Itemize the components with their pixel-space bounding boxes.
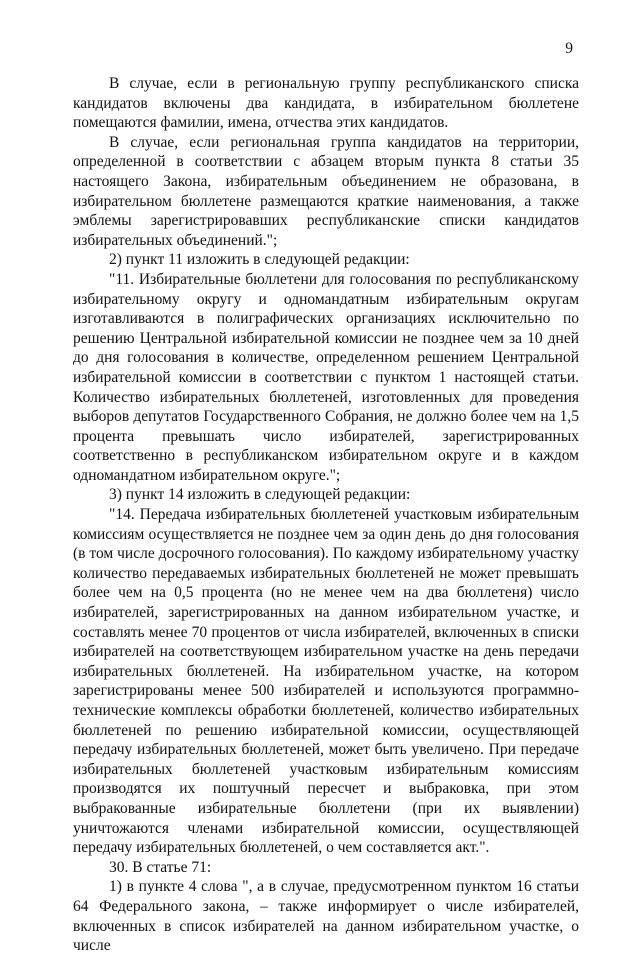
page-number: 9 xyxy=(565,40,573,57)
document-body xyxy=(73,74,579,956)
paragraph: 30. В статье 71: xyxy=(109,858,212,876)
paragraph: 3) пункт 14 изложить в следующей редакции: xyxy=(109,486,411,504)
paragraph: В случае, если региональная группа кандидатов на территории, определенной в соответствии с абзацем вторым пункта 8 статьи 35 настоящего Закона, избирательным объединением не образована, в избирательном бюллетене размещаются краткие наименования, а также эмблемы зарегистрировавших республиканские списки кандидатов избирательных объединений."; xyxy=(73,133,579,249)
paragraph: 2) пункт 11 изложить в следующей редакции: xyxy=(109,251,410,269)
paragraph: 1) в пункте 4 слова ", а в случае, предусмотренном пунктом 16 статьи 64 Федерального закона, – также информирует о числе избирателей, включенных в список избирателей на данном избирательном участке, о числе xyxy=(73,878,579,955)
paragraph: В случае, если в региональную группу республиканского списка кандидатов включены два кандидата, в избирательном бюллетене помещаются фамилии, имена, отчества этих кандидатов. xyxy=(73,75,579,132)
paragraph: "14. Передача избирательных бюллетеней участковым избирательным комиссиям осуществляется не позднее чем за один день до дня голосования (в том числе досрочного голосования). По каждому избирательному участку количество передаваемых избирательных бюллетеней не может превышать более чем на 0,5 процента (но не менее чем на два бюллетеня) число избирателей, зарегистрированных на данном избирательном участке, и составлять менее 70 процентов от числа избирателей, включенных в списки избирателей на соответствующем избирательном участке на день передачи избирательных бюллетеней. На избирательном участке, на котором зарегистрированы менее 500 избирателей и используются программно-технические комплексы обработки бюллетеней, количество избирательных бюллетеней по решению избирательной комиссии, осуществляющей передачу избирательных бюллетеней, может быть увеличено. При передаче избирательных бюллетеней участковым избирательным комиссиям производятся их поштучный пересчет и выбраковка, при этом выбракованные избирательные бюллетени (при их выявлении) уничтожаются членами избирательной комиссии, осуществляющей передачу избирательных бюллетеней, о чем составляется акт.". xyxy=(73,506,579,857)
paragraph: "11. Избирательные бюллетени для голосования по республиканскому избирательному округу и одномандатным избирательным округам изготавливаются в полиграфических организациях исключительно по решению Центральной избирательной комиссии не позднее чем за 10 дней до дня голосования в количестве, определенном решением Центральной избирательной комиссии в соответствии с пунктом 1 настоящей статьи. Количество избирательных бюллетеней, изготовленных для проведения выборов депутатов Государственного Собрания, не должно более чем на 1,5 процента превышать число избирателей, зарегистрированных соответственно в республиканском избирательном округе и в каждом одномандатном избирательном округе."; xyxy=(73,270,579,484)
